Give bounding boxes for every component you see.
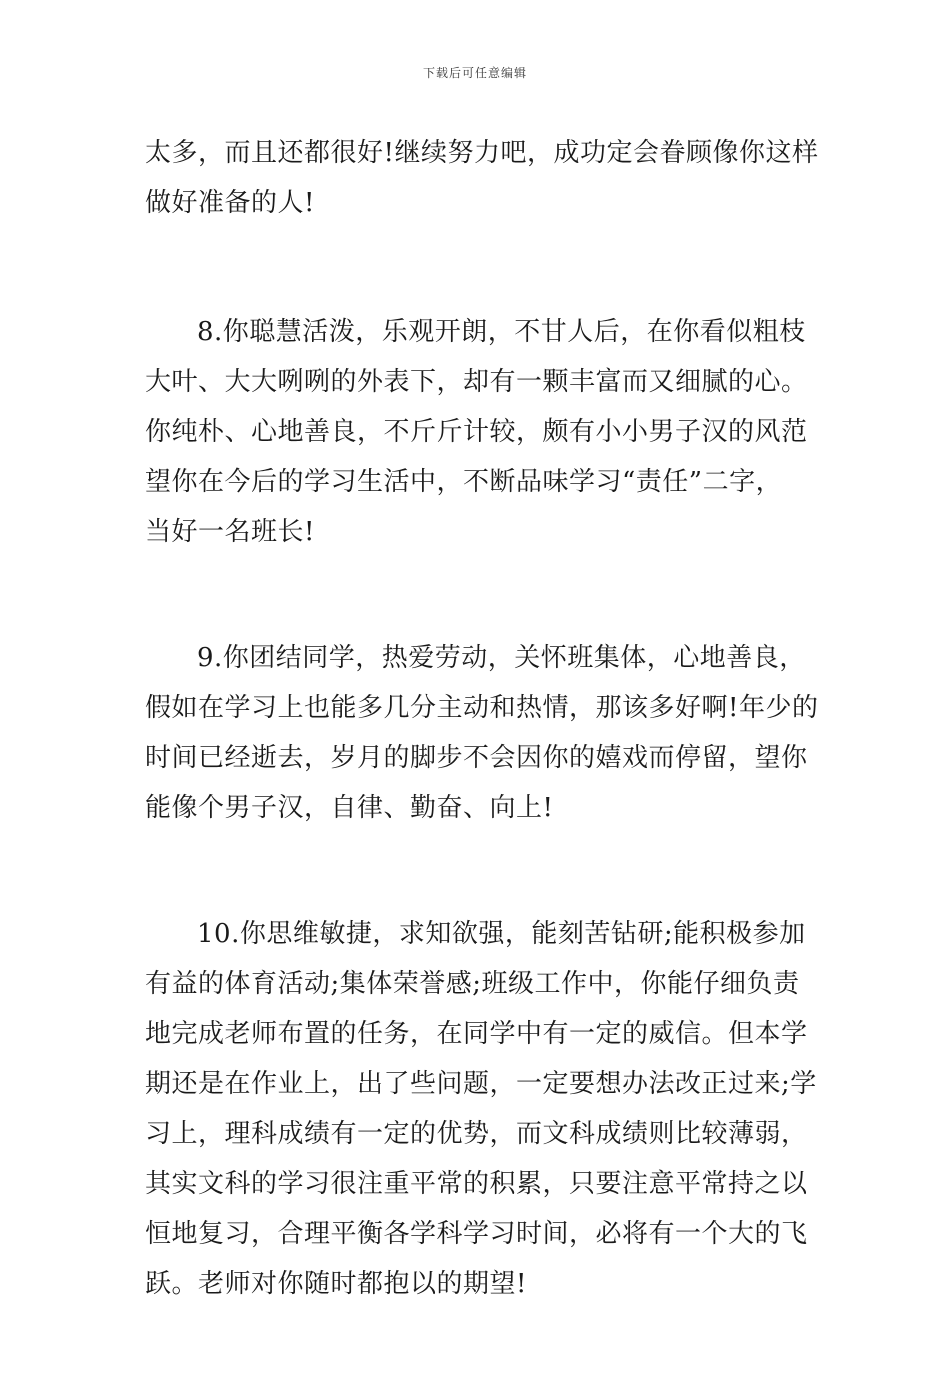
- text-line: 当好一名班长!: [145, 517, 315, 547]
- text-line: 习上，理科成绩有一定的优势，而文科成绩则比较薄弱，: [145, 1119, 808, 1149]
- text-line: 9.你团结同学，热爱劳动，关怀班集体，心地善良，: [197, 643, 806, 673]
- paragraph-comment-8: [145, 307, 810, 557]
- text-line: 你纯朴、心地善良，不斤斤计较，颇有小小男子汉的风范: [145, 417, 808, 447]
- text-line: 做好准备的人!: [145, 188, 315, 218]
- document-body: [145, 128, 819, 1385]
- paragraph-continuation: [145, 128, 819, 228]
- text-line: 时间已经逝去，岁月的脚步不会因你的嬉戏而停留，望你: [145, 743, 808, 773]
- text-line: 期还是在作业上，出了些问题，一定要想办法改正过来;学: [145, 1069, 817, 1099]
- text-line: 能像个男子汉，自律、勤奋、向上!: [145, 793, 554, 823]
- paragraph-comment-9: [145, 633, 819, 833]
- text-line: 有益的体育活动;集体荣誉感;班级工作中，你能仔细负责: [145, 969, 800, 999]
- page-header: 下载后可任意编辑: [422, 66, 527, 80]
- text-line: 太多，而且还都很好!继续努力吧，成功定会眷顾像你这样: [145, 138, 819, 168]
- paragraph-comment-10: [145, 909, 817, 1309]
- text-line: 8.你聪慧活泼，乐观开朗，不甘人后，在你看似粗枝: [197, 317, 806, 347]
- text-line: 假如在学习上也能多几分主动和热情，那该多好啊!年少的: [145, 693, 819, 723]
- text-line: 望你在今后的学习生活中，不断品味学习“责任”二字，: [145, 467, 783, 497]
- text-line: 跃。老师对你随时都抱以的期望!: [145, 1269, 527, 1299]
- text-line: 其实文科的学习很注重平常的积累，只要注意平常持之以: [145, 1169, 808, 1199]
- text-line: 大叶、大大咧咧的外表下，却有一颗丰富而又细腻的心。: [145, 367, 808, 397]
- text-line: 地完成老师布置的任务，在同学中有一定的威信。但本学: [145, 1019, 808, 1049]
- text-line: 10.你思维敏捷，求知欲强，能刻苦钻研;能积极参加: [197, 919, 806, 949]
- text-line: 恒地复习，合理平衡各学科学习时间，必将有一个大的飞: [145, 1219, 808, 1249]
